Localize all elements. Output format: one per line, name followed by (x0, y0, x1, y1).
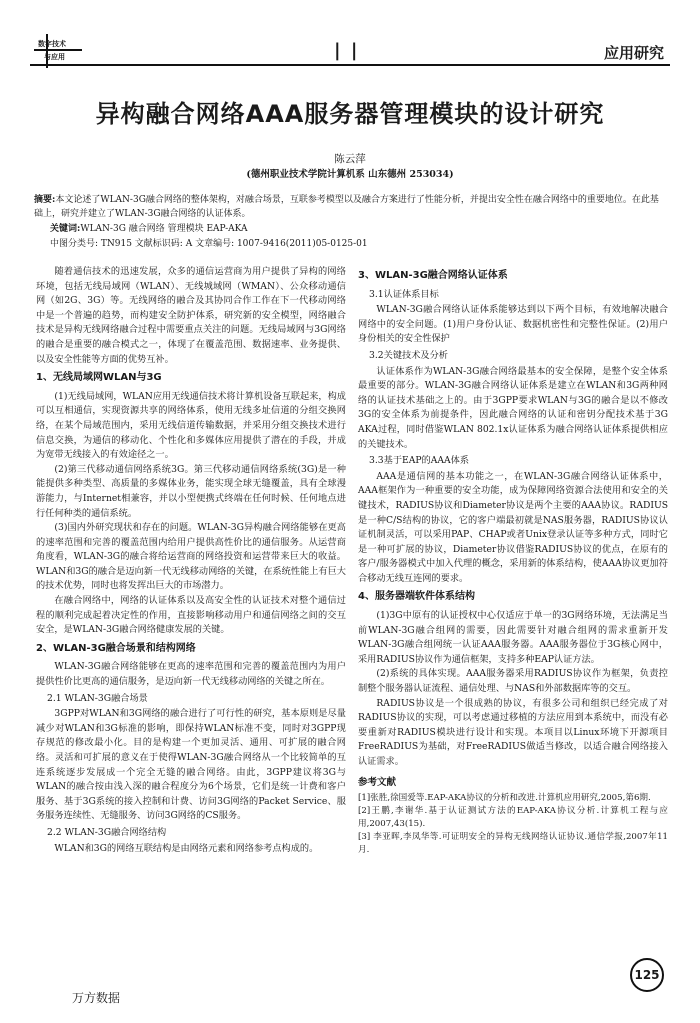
body-paragraph: AAA是通信网的基本功能之一，在WLAN-3G融合网络认证体系中，AAA框架作为一种重要的安全功能，成为保障网络资源合法使用和安全的关键技术，RADIUS协议和Diameter协议是两个主要的AAA协议。RADIUS是一种C/S结构的协议，它的客户端最初就是NAS服务器，RADIUS协议认证机制灵活，可以采用PAP、CHAP或者Unix登录认证等多种方式，同时它是一种可扩展的协议，Diameter协议借鉴RADIUS协议的优点，在原有的客户/服务器模式中加入代理的概念，采用新的体系结构，使AAA协议更加符合移动无线互连网的要求。 (358, 470, 668, 584)
body-paragraph: (1)3G中原有的认证授权中心仅适应于单一的3G网络环境，无法满足当前WLAN-3G融合组网的需要，因此需要针对融合组网的需求重新开发WLAN-3G融合组网统一认证AAA服务器。AAA服务器位于3G核心网中，采用RADIUS协议作为通信框架，支持多种EAP认证方法。 (358, 610, 668, 665)
body-paragraph: WLAN和3G的网络互联结构是由网络元素和网络参考点构成的。 (54, 842, 319, 854)
references-heading: 参考文献 (358, 776, 397, 788)
keywords-text: WLAN-3G 融合网络 管理模块 EAP-AKA (80, 224, 248, 234)
section-tag: 应用研究 (603, 44, 664, 62)
section-heading: 2、WLAN-3G融合场景和结构网络 (36, 642, 196, 654)
body-paragraph: WLAN-3G融合网络能够在更高的速率范围和完善的覆盖范围内为用户提供性价比更高的通信服务，是迈向新一代无线移动网络的关键之所在。 (36, 661, 346, 688)
page-number: 125 (634, 968, 660, 982)
subsection-heading: 3.3基于EAP的AAA体系 (369, 455, 470, 467)
badge-horizontal-rule (34, 49, 82, 51)
left-column (36, 265, 346, 856)
abstract-text: 本文论述了WLAN-3G融合网络的整体架构，对融合场景，互联参考模型以及融合方案进行了性能分析，并提出安全性在融合网络中的重要地位。在此基础上，研究并建立了WLAN-3G融合网络的认证体系。 (34, 195, 659, 219)
body-paragraph: 在融合网络中，网络的认证体系以及高安全性的认证技术对整个通信过程的顺利完成起着决定性的作用，直接影响移动用户和通信网络之间的交互安全，是WLAN-3G融合网络健康发展的关键。 (36, 595, 346, 636)
reference-item: [3] 李亚晖,李凤华等.可证明安全的异构无线网络认证协议.通信学报,2007年11月. (358, 832, 668, 856)
body-paragraph: (3)国内外研究现状和存在的问题。WLAN-3G异构融合网络能够在更高的速率范围和完善的覆盖范围内给用户提供高性价比的通信服务。从运营商角度看，WLAN-3G的融合将给运营商的网络投资和运营带来巨大的收益。WLAN和3G的融合是迈向新一代无线移动网络的关键，在系统性能上有巨大的技术优势，同时也将发挥出巨大的市场潜力。 (36, 522, 346, 592)
body-paragraph: (2)系统的具体实现。AAA服务器采用RADIUS协议作为框架，负责控制整个服务器认证流程、通信处理、与NAS和外部数据库等的交互。 (358, 668, 668, 695)
author-name: 陈云萍 (334, 153, 366, 165)
body-paragraph: (1)无线局域网，WLAN应用无线通信技术将计算机设备互联起来，构成可以互相通信，实现资源共享的网络体系，使用无线多址信道的分组交换网络，在某个局域范围内，采用无线信道传输数据，并采用分组交换技术进行信息交换，为通信的移动化、个性化和多媒体应用提供了潜在的手段，并成为宽带无线接入的有效途径之一。 (36, 390, 346, 461)
badge-line-2: 与应用 (44, 53, 65, 61)
header-divider-marks: | | (334, 40, 360, 61)
subsection-heading: 3.2关键技术及分析 (369, 349, 448, 361)
body-paragraph: RADIUS协议是一个很成熟的协议，有很多公司和组织已经完成了对RADIUS协议的实现，可以考虑通过移植的方法应用到本系统中，而没有必要重新对RADIUS模块进行设计和实现。本项目以Linux环境下开源项目FreeRADIUS为基础，对FreeRADIUS做适当修改，以适合融合网络接入认证需求。 (358, 697, 668, 767)
abstract-block (34, 193, 664, 221)
section-heading: 1、无线局域网WLAN与3G (36, 372, 162, 384)
body-paragraph: 3GPP对WLAN和3G网络的融合进行了可行性的研究，基本原则是尽量减少对WLAN和3G标准的影响，即保持WLAN标准不变，同时对3GPP现存规范的修改最小化。目的是构建一个更加灵活、通用、可扩展的融合网络。灵活和可扩展的意义在于使得WLAN-3G融合网络从一个比较简单的互连系统逐步发展成一个完全无缝的融合网络。由此，3GPP建议将3G与WLAN的融合按由浅入深的融合程度分为6个场景，它们是统一计费和客户服务、基于3G系统的接入控制和计费、访问3G网络的Packet Service、服务服务连续性、无缝服务、访问3G网络的CS服务。 (36, 708, 346, 822)
classification-line: 中图分类号: TN915 文献标识码: A 文章编号: 1007-9416(2011)05-0125-01 (50, 239, 368, 249)
body-paragraph: (2)第三代移动通信网络系统3G。第三代移动通信网络系统(3G)是一种能提供多种类型、高质量的多媒体业务，能实现全球无缝覆盖，具有全球漫游能力，与Internet相兼容，并以小型便携式终端在任何时候、任何地点进行任何种类的通信系统。 (36, 463, 346, 519)
abstract-label: 摘要: (34, 195, 56, 205)
journal-badge (34, 34, 82, 68)
badge-line-1: 数字技术 (38, 40, 66, 48)
author-affiliation: (德州职业技术学院计算机系 山东德州 253034) (246, 169, 454, 180)
subsection-heading: 2.2 WLAN-3G融合网络结构 (47, 826, 167, 838)
right-column (358, 265, 668, 857)
footer-brand: 万方数据 (72, 991, 121, 1005)
keywords-label: 关键词: (50, 224, 81, 234)
page-number-seal (630, 958, 664, 992)
body-paragraph: 认证体系作为WLAN-3G融合网络最基本的安全保障，是整个安全体系最重要的部分。WLAN-3G融合网络认证体系是建立在WLAN和3G两种网络的认证技术基础之上的。由于3GPP要求WLAN与3G的融合是以不修改3G的安全体系为前提条件，因此融合网络的认证和密钥分配技术基于3G AKA过程，同时借鉴WLAN 802.1x认证体系为融合网络认证体系提供相应的关键技术。 (358, 365, 668, 450)
header-rule (30, 64, 670, 66)
reference-item: [2]王鹏,李谢华.基于认证测试方法的EAP-AKA协议分析.计算机工程与应用,2007,43(15). (358, 806, 668, 830)
section-heading: 3、WLAN-3G融合网络认证体系 (358, 270, 508, 281)
keywords-line (50, 221, 248, 234)
section-heading: 4、服务器端软件体系结构 (358, 591, 475, 603)
reference-item: [1]张胜,徐国爱等.EAP-AKA协议的分析和改进.计算机应用研究,2005,第6期. (358, 793, 651, 804)
subsection-heading: 3.1认证体系目标 (369, 288, 439, 300)
subsection-heading: 2.1 WLAN-3G融合场景 (47, 692, 148, 704)
body-paragraph: 随着通信技术的迅速发展，众多的通信运营商为用户提供了异构的网络环境，包括无线局域网（WLAN）、无线城域网（WMAN）、公众移动通信网（如2G、3G）等。无线网络的融合及其协同合作工作在下一代移动网络中是一个普遍的趋势，而构建安全防护体系，研究新的安全模型，网络融合技术是异构无线网络融合过程中需要重点关注的问题。无线局域网与3G网络的融合是重要的融合模式之一，体现了在覆盖范围、数据速率、业务提供、以及安全性能等方面的优势互补。 (36, 266, 346, 365)
body-paragraph: WLAN-3G融合网络认证体系能够达到以下两个目标，有效地解决融合网络中的安全问题。(1)用户身份认证、数据机密性和完整性保证。(2)用户身份相关的安全性保护 (358, 304, 668, 345)
paper-title: 异构融合网络AAA服务器管理模块的设计研究 (95, 100, 605, 128)
